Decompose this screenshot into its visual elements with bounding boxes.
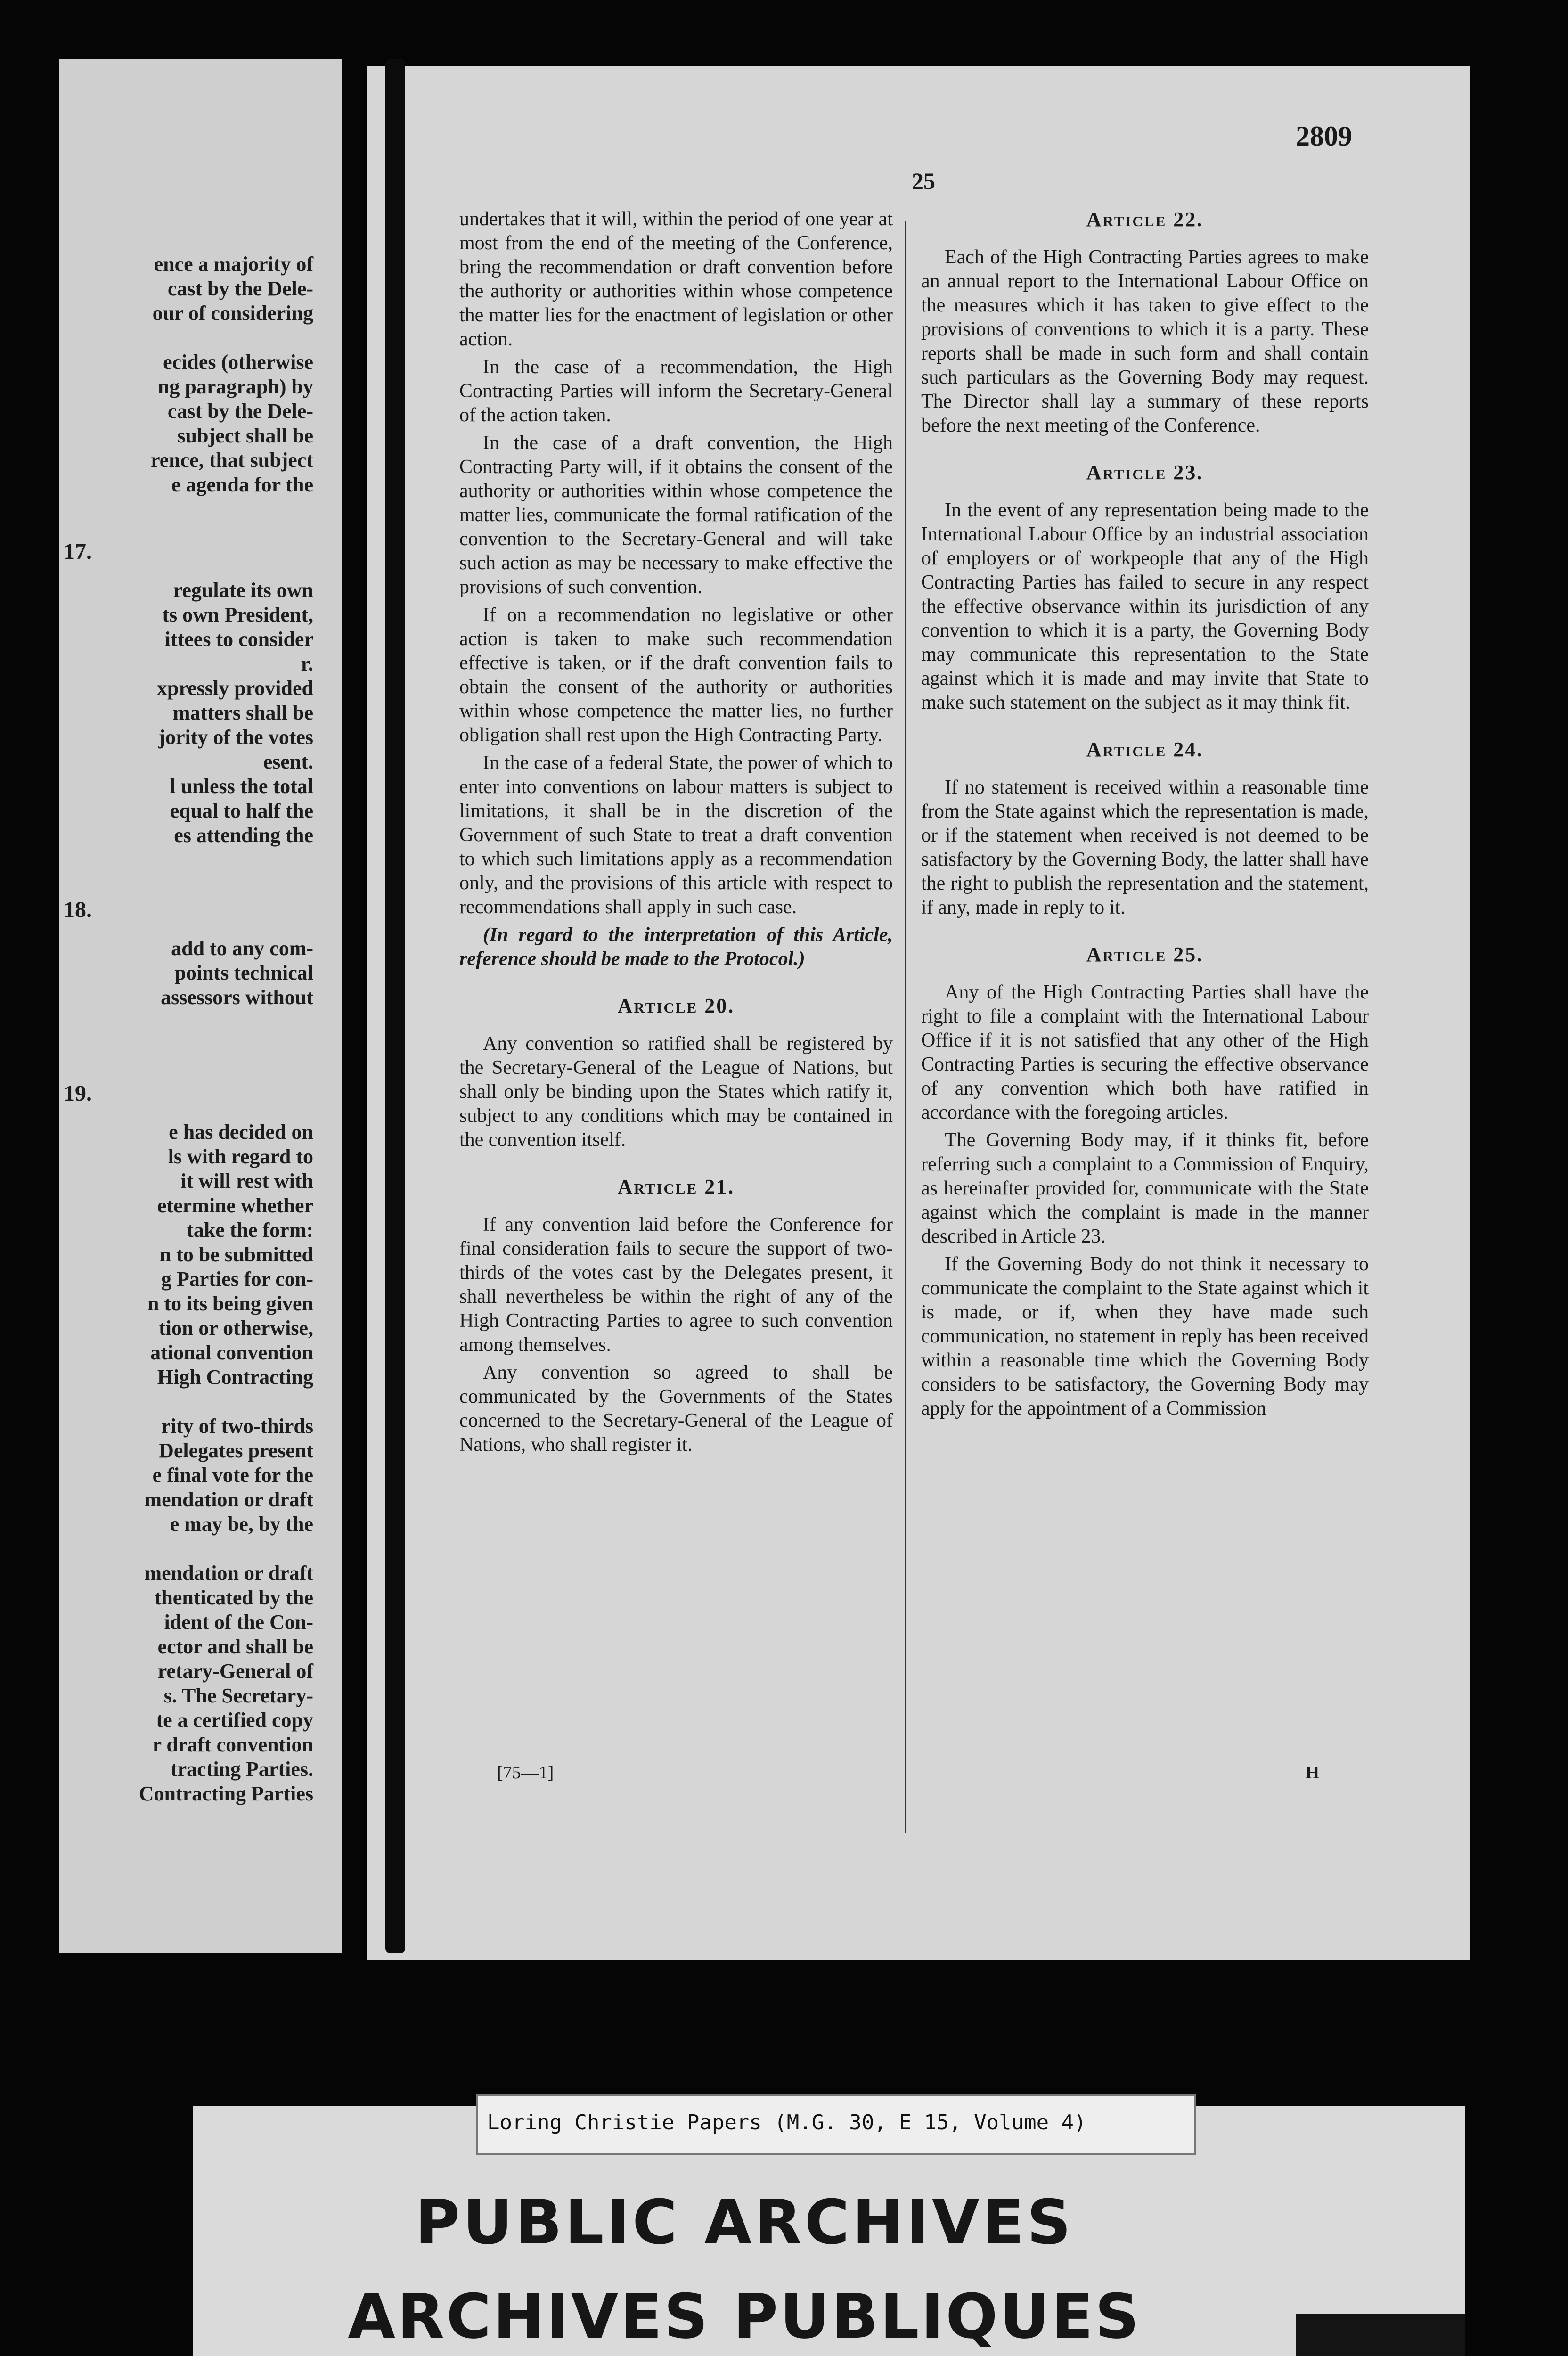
paragraph: Each of the High Contracting Parties agrees to make an annual report to the International Labour Office on the measures which it has taken to give effect to the provisions of conventions to which it is a party. These reports shall be made in such form and shall contain such particulars as the Governing Body may request. The Director shall lay a summary of these reports before the next meeting of the Conference. (921, 246, 1369, 436)
article-21-heading: Article 21. (617, 1175, 735, 1198)
fragment-line: te a certified copy (156, 1709, 313, 1732)
fragment-block-4 (59, 1081, 342, 1806)
paragraph: If no statement is received within a reasonable time from the State against which the representation is made, or if the statement when received is not deemed to be satisfactory by the Governing Body, the latter shall have the right to publish the representation and the statement, if any, made in reply to it. (921, 777, 1369, 918)
facing-page-fragment (59, 59, 342, 1953)
fragment-block-2 (59, 540, 342, 848)
collection-label: Loring Christie Papers (M.G. 30, E 15, Volume 4) (487, 2111, 1086, 2135)
fragment-line: g Parties for con- (161, 1268, 313, 1291)
article-25-heading: Article 25. (1086, 943, 1204, 966)
fragment-article-number: 17. (64, 539, 92, 564)
stamp-title-english: PUBLIC ARCHIVES (415, 2186, 1074, 2258)
binding-rod (385, 59, 405, 1953)
left-text-column (459, 207, 893, 1461)
fragment-line: tracting Parties. (171, 1758, 313, 1781)
fragment-line: matters shall be (172, 701, 313, 724)
fragment-line: retary-General of (157, 1660, 313, 1683)
fragment-line: Delegates present (159, 1439, 313, 1462)
fragment-line: rence, that subject (151, 449, 313, 472)
fragment-line: e agenda for the (171, 473, 313, 496)
fragment-line: e has decided on (169, 1121, 313, 1144)
fragment-line: es attending the (174, 824, 313, 847)
fragment-line: ng paragraph) by (157, 375, 313, 398)
paragraph: Any of the High Contracting Parties shall have the right to file a complaint with the International Labour Office if it is not satisfied that any other of the High Contracting Parties is securing the effective observance of any convention which both have ratified in accordance with the foregoing articles. (921, 982, 1369, 1123)
article-24-heading: Article 24. (1086, 738, 1204, 761)
archive-page-number: 2809 (1296, 121, 1352, 152)
fragment-block-3 (59, 898, 342, 1010)
fragment-line (59, 1390, 342, 1414)
paragraph: If the Governing Body do not think it necessary to communicate the complaint to the State against which it is made, or if, when they have made such communication, no statement in reply has been received within a reasonable time which the Governing Body considers to be satisfactory, the Governing Body may apply for the appointment of a Commission (921, 1253, 1369, 1419)
fragment-line: subject shall be (177, 424, 313, 447)
fragment-line: xpressly provided (156, 677, 313, 700)
paragraph: Any convention so agreed to shall be communicated by the Governments of the States concerned to the Secretary-General of the League of Nations, who shall register it. (459, 1362, 893, 1456)
fragment-line: add to any com- (171, 937, 313, 960)
fragment-line: etermine whether (157, 1194, 313, 1217)
signature-letter: H (1305, 1763, 1319, 1783)
fragment-line: ittees to consider (164, 628, 313, 651)
fragment-line: e may be, by the (170, 1513, 313, 1536)
fragment-line: ence a majority of (154, 253, 313, 276)
document-page (368, 66, 1470, 1960)
fragment-article-number: 19. (64, 1081, 92, 1106)
fragment-line: Contracting Parties (139, 1782, 313, 1805)
paragraph: undertakes that it will, within the period of one year at most from the end of the meeting of the Conference, bring the recommendation or draft convention before the authority or authorities within whose competence the matter lies for the enactment of legislation or other action. (459, 208, 893, 350)
fragment-line: r. (301, 652, 313, 675)
article-23-heading: Article 23. (1086, 461, 1204, 484)
fragment-line: r draft convention (152, 1733, 313, 1756)
stamp-title-french: ARCHIVES PUBLIQUES (348, 2281, 1141, 2352)
fragment-line: e final vote for the (152, 1464, 313, 1487)
fragment-line: our of considering (152, 302, 313, 325)
paragraph: If on a recommendation no legislative or other action is taken to make such recommendation effective is taken, or if the draft convention fails to obtain the consent of the authority or authorities within whose competence the matter lies, no further obligation shall rest upon the High Contracting Party. (459, 604, 893, 746)
signature-mark: [75—1] (497, 1763, 554, 1783)
fragment-line: regulate its own (173, 579, 313, 602)
article-22-heading: Article 22. (1086, 208, 1204, 231)
archives-monogram-icon (1296, 2314, 1465, 2356)
fragment-line: ts own President, (162, 603, 313, 626)
fragment-line: mendation or draft (144, 1562, 313, 1585)
column-divider (905, 221, 906, 1833)
fragment-line: l unless the total (170, 775, 313, 798)
fragment-line: ident of the Con- (164, 1611, 313, 1634)
fragment-line: rity of two-thirds (161, 1415, 313, 1438)
fragment-line: thenticated by the (154, 1586, 313, 1609)
fragment-line: equal to half the (170, 799, 313, 822)
paragraph: In the case of a recommendation, the High Contracting Parties will inform the Secretary-General of the action taken. (459, 356, 893, 426)
fragment-line: ls with regard to (168, 1145, 313, 1168)
fragment-line: it will rest with (180, 1170, 313, 1193)
paragraph: In the event of any representation being made to the International Labour Office by an industrial association of employers or of workpeople that any of the High Contracting Parties has failed to secure in any respect the effective observance within its jurisdiction of any convention to which it is a party, the Governing Body may communicate this representation to the State against which it is made and may invite that State to make such statement on the subject as it may think fit. (921, 499, 1369, 713)
fragment-line: n to its being given (147, 1292, 313, 1315)
fragment-line: take the form: (187, 1219, 313, 1242)
fragment-line: points technical (174, 961, 313, 984)
fragment-line: n to be submitted (159, 1243, 313, 1266)
fragment-line: mendation or draft (144, 1488, 313, 1511)
fragment-line (59, 326, 342, 350)
fragment-line: s. The Secretary- (163, 1684, 313, 1707)
fragment-block-1 (59, 252, 342, 497)
fragment-line: High Contracting (157, 1366, 313, 1389)
paragraph: In the case of a federal State, the power of which to enter into conventions on labour matters is subject to limitations, it shall be in the discretion of the Government of such State to treat a draft convention to which such limitations apply as a recommendation only, and the provisions of this article with respect to recommendations shall apply in such case. (459, 752, 893, 918)
fragment-line: ector and shall be (157, 1635, 313, 1658)
fragment-line: jority of the votes (158, 726, 313, 749)
fragment-line: cast by the Dele- (167, 400, 313, 423)
fragment-line (59, 1537, 342, 1561)
right-text-column (921, 207, 1369, 1424)
fragment-article-number: 18. (64, 897, 92, 922)
fragment-line: esent. (263, 750, 313, 773)
fragment-line: ecides (otherwise (163, 351, 313, 374)
collection-label-box (476, 2094, 1196, 2155)
fragment-line: cast by the Dele- (167, 277, 313, 300)
article-20-heading: Article 20. (617, 994, 735, 1017)
paragraph: Any convention so ratified shall be registered by the Secretary-General of the League of Nations, but shall only be binding upon the States which ratify it, subject to any conditions which may be contained in the convention itself. (459, 1033, 893, 1151)
archives-stamp-card (193, 2106, 1465, 2356)
paragraph: The Governing Body may, if it thinks fit, before referring such a complaint to a Commission of Enquiry, as hereinafter provided for, communicate with the State against which the complaint is made in the manner described in Article 23. (921, 1129, 1369, 1247)
fragment-line: assessors without (161, 986, 313, 1009)
interpretation-note: (In regard to the interpretation of this Article, reference should be made to the Protocol.) (459, 924, 893, 970)
fragment-line: ational convention (150, 1341, 313, 1364)
fragment-line: tion or otherwise, (159, 1317, 313, 1340)
paragraph: In the case of a draft convention, the High Contracting Party will, if it obtains the consent of the authority or authorities within whose competence the matter lies, communicate the formal ratification of the convention to the Secretary-General and will take such action as may be necessary to make effective the provisions of such convention. (459, 432, 893, 598)
paragraph: If any convention laid before the Conference for final consideration fails to secure the support of two-thirds of the votes cast by the Delegates present, it shall nevertheless be within the right of any of the High Contracting Parties to agree to such convention among themselves. (459, 1214, 893, 1356)
page-number: 25 (912, 168, 935, 194)
